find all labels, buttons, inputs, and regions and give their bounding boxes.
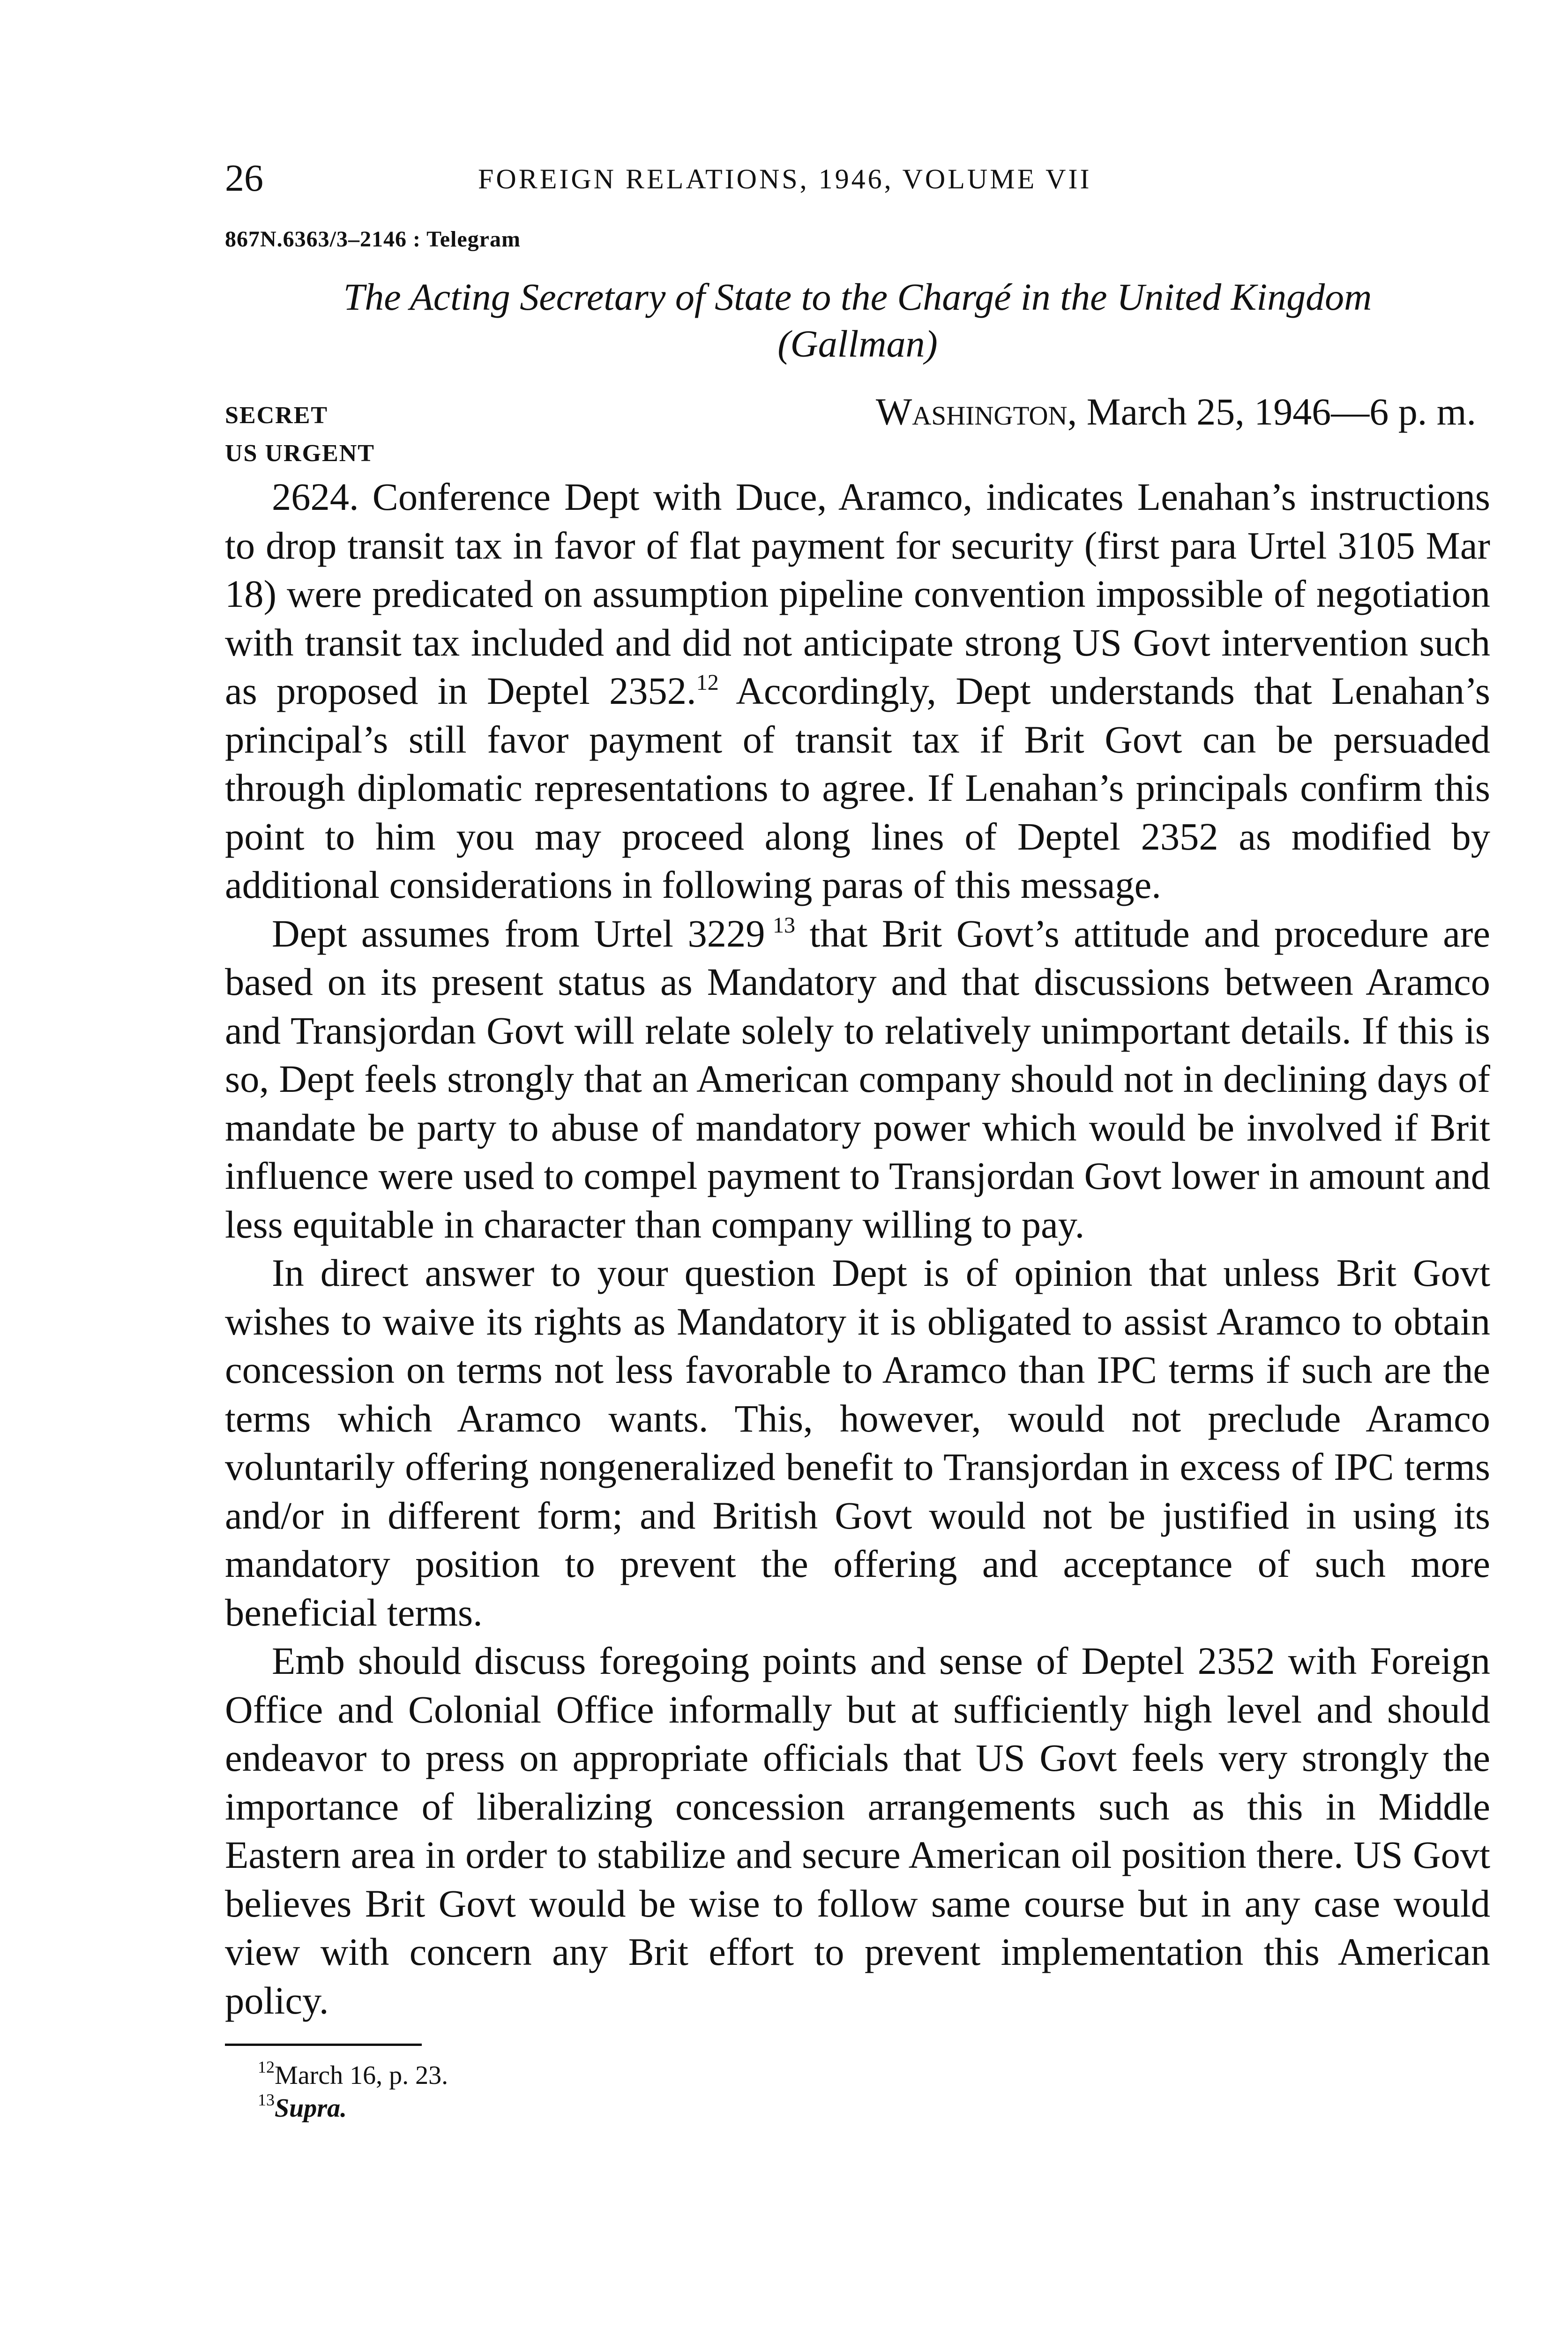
paragraph-text: Dept assumes from Urtel 3229 (272, 911, 765, 955)
page-number: 26 (225, 157, 263, 199)
paragraph (225, 1637, 1490, 2025)
file-reference: 867N.6363/3–2146 : Telegram (225, 227, 521, 252)
telegram-body (225, 473, 1490, 2025)
paragraph-text: that Brit Govt’s attitude and procedure are based on its present status as Mandatory and that discussions between Aramco and Transjordan Govt will relate solely to relatively unimportant details. If this is so, Dept feels strongly that an American company should not in declining days of mandate be party to abuse of mandatory power which would be involved if Brit influence were used to compel payment to Transjordan Govt lower in amount and less equitable in character than company willing to pay. (225, 911, 1490, 1246)
footnote (258, 2059, 1490, 2092)
paragraph (225, 473, 1490, 910)
footnote-reference: 12 (696, 670, 719, 695)
dateline-row (225, 388, 1490, 435)
running-head (225, 155, 1490, 206)
footnote (258, 2092, 1490, 2125)
paragraph (225, 910, 1490, 1249)
paragraph-text: Emb should discuss foregoing points and sense of Deptel 2352 with Foreign Office and Colonial Office informally but at sufficiently high level and should endeavor to press on appropriate officials that US Govt feels very strongly the importance of liberalizing concession arrangements such as this in Middle Eastern area in order to stabilize and secure American oil position there. US Govt believes Brit Govt would be wise to follow same course but in any case would view with concern any Brit effort to prevent implementation this American policy. (225, 1639, 1490, 2022)
priority-label: US URGENT (225, 440, 375, 467)
document-title-line-2: (Gallman) (777, 322, 938, 365)
document-title (225, 274, 1490, 367)
footnote-text: Supra. (275, 2094, 347, 2123)
classification-label: SECRET (225, 402, 329, 429)
paragraph-text: In direct answer to your question Dept is of opinion that unless Brit Govt wishes to waive its rights as Mandatory it is obligated to assist Aramco to obtain concession on terms not less favorable to Aramco than IPC terms if such are the terms which Aramco wants. This, however, would not preclude Aramco voluntarily offering nongeneralized benefit to Transjordan in excess of IPC terms and/or in different form; and British Govt would not be justified in using its mandatory position to prevent the offering and acceptance of such more beneficial terms. (225, 1251, 1490, 1634)
footnote-mark: 12 (258, 2058, 275, 2076)
document-title-line-1: The Acting Secretary of State to the Chargé in the United Kingdom (343, 276, 1372, 318)
paragraph-text: 2624. Conference Dept with Duce, Aramco, indicates Lenahan’s instructions to drop transit tax in favor of flat payment for security (first para Urtel 3105 Mar 18) were predicated on assumption pipeline convention impossible of negotiation with transit tax included and did not anticipate strong US Govt intervention such as proposed in Deptel 2352. (225, 475, 1490, 712)
footnote-reference: 13 (772, 912, 795, 938)
paragraph (225, 1249, 1490, 1637)
dateline-place: Washington (875, 390, 1068, 433)
paragraph-text: Accordingly, Dept understands that Lenahan’s principal’s still favor payment of transit tax if Brit Govt can be persuaded through diplomatic representations to agree. If Lenahan’s principals confirm this point to him you may proceed along lines of Deptel 2352 as modified by additional considerations in following paras of this message. (225, 669, 1490, 906)
dateline-date: , March 25, 1946—6 p. m. (1067, 390, 1476, 433)
footnotes (225, 2059, 1490, 2125)
footnote-divider (225, 2044, 422, 2046)
running-title: FOREIGN RELATIONS, 1946, VOLUME VII (478, 164, 1092, 194)
document-page (225, 155, 1490, 2125)
footnote-text: March 16, p. 23. (275, 2061, 448, 2090)
dateline (876, 388, 1476, 435)
footnote-mark: 13 (258, 2090, 275, 2109)
